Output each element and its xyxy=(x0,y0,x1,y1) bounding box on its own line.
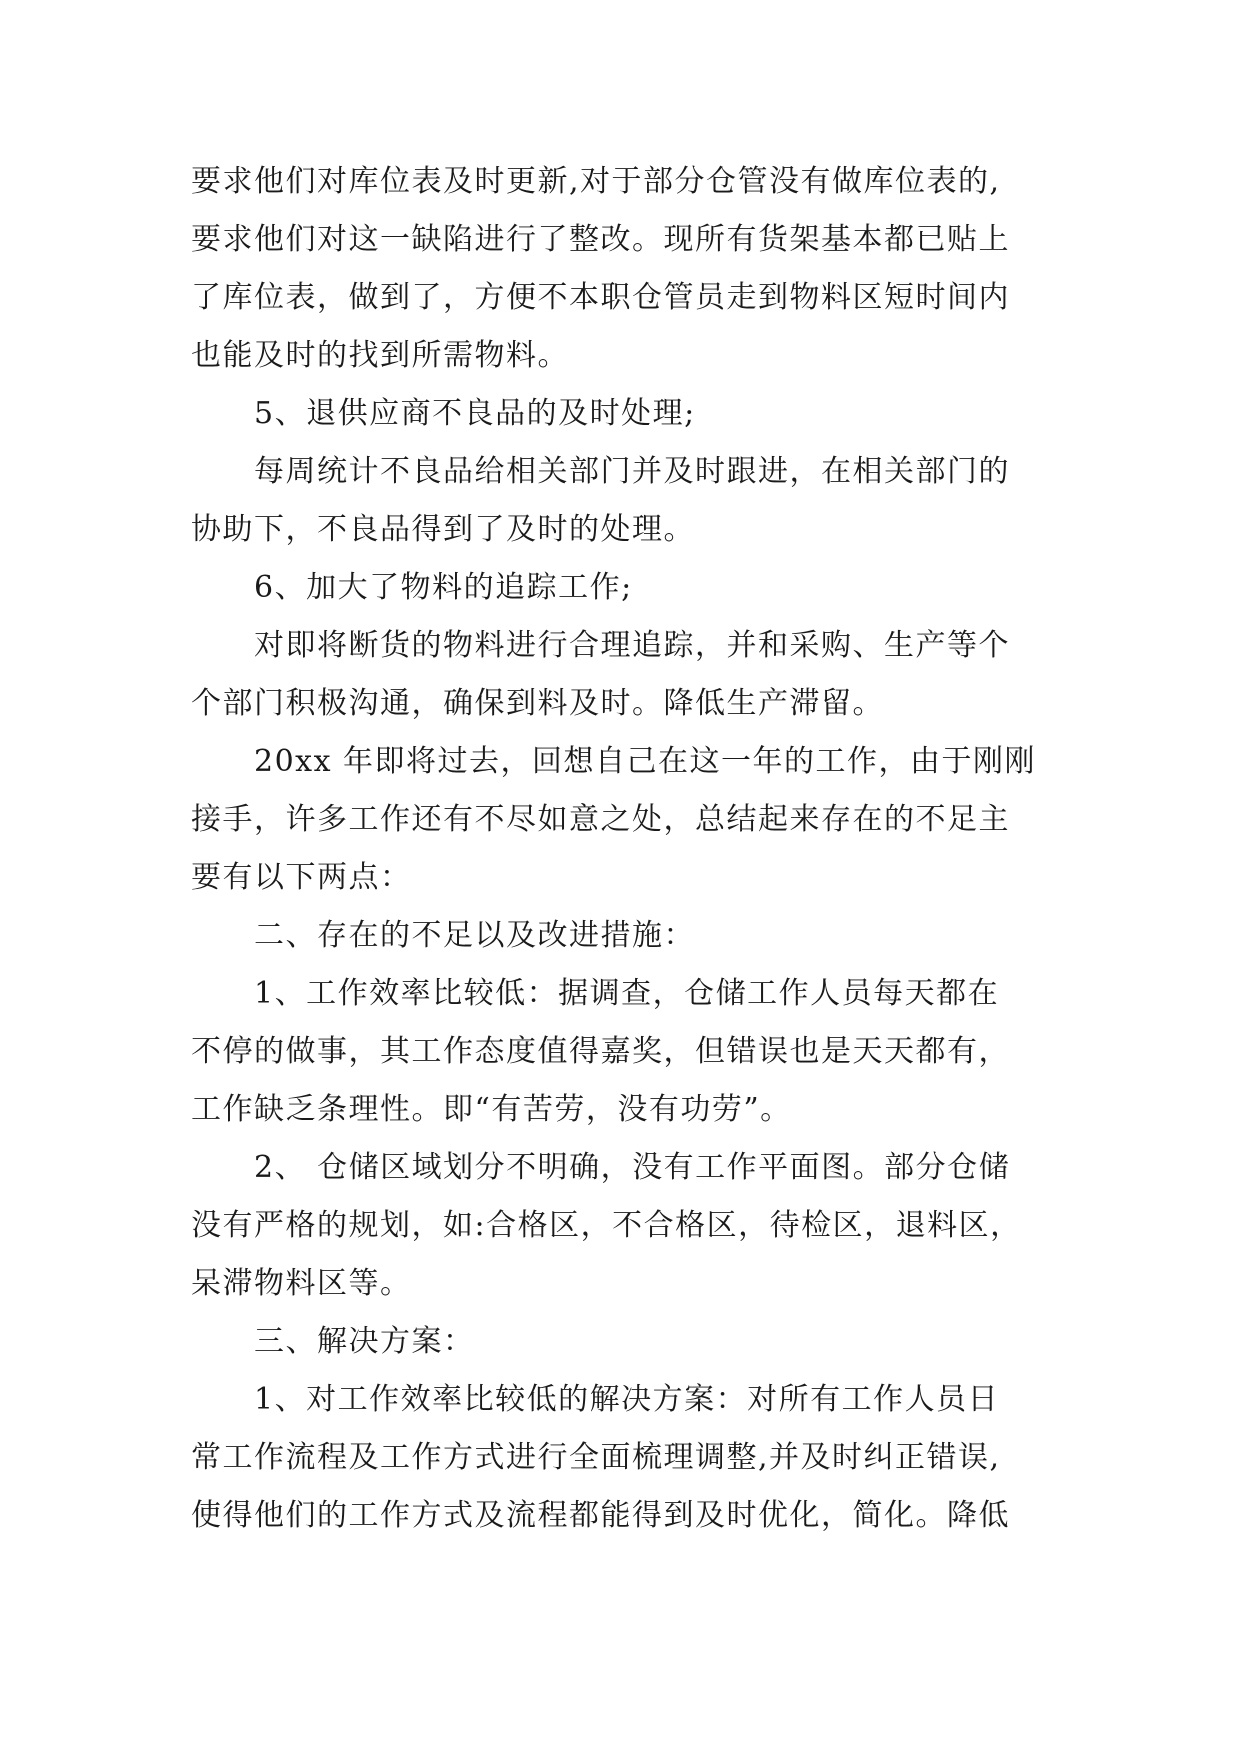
text-line: 工作缺乏条理性。即“有苦劳，没有功劳”。 xyxy=(191,1092,792,1127)
text-line: 要求他们对库位表及时更新,对于部分仓管没有做库位表的, xyxy=(191,164,1001,199)
text-line: 呆滞物料区等。 xyxy=(191,1266,412,1301)
text-line: 没有严格的规划，如:合格区，不合格区，待检区，退料区， xyxy=(191,1208,1022,1243)
text-line: 1、对工作效率比较低的解决方案：对所有工作人员日 xyxy=(254,1382,1000,1417)
section-heading: 三、解决方案： xyxy=(254,1324,475,1359)
text-line: 了库位表，做到了，方便不本职仓管员走到物料区短时间内 xyxy=(191,280,1010,315)
text-line: 常工作流程及工作方式进行全面梳理调整,并及时纠正错误, xyxy=(191,1440,1001,1475)
text-line: 2、 仓储区域划分不明确，没有工作平面图。部分仓储 xyxy=(254,1150,1011,1185)
section-heading: 二、存在的不足以及改进措施： xyxy=(254,918,695,953)
text-line: 要求他们对这一缺陷进行了整改。现所有货架基本都已贴上 xyxy=(191,222,1010,257)
text-line: 使得他们的工作方式及流程都能得到及时优化，简化。降低 xyxy=(191,1498,1010,1533)
text-line: 对即将断货的物料进行合理追踪，并和采购、生产等个 xyxy=(254,628,1010,663)
text-line: 个部门积极沟通，确保到料及时。降低生产滞留。 xyxy=(191,686,884,721)
section-heading: 6、加大了物料的追踪工作; xyxy=(254,570,633,605)
text-line: 每周统计不良品给相关部门并及时跟进，在相关部门的 xyxy=(254,454,1010,489)
text-line: 协助下，不良品得到了及时的处理。 xyxy=(191,512,695,547)
text-line: 20xx 年即将过去，回想自己在这一年的工作，由于刚刚 xyxy=(254,744,1037,779)
text-line: 也能及时的找到所需物料。 xyxy=(191,338,569,373)
text-line: 接手，许多工作还有不尽如意之处，总结起来存在的不足主 xyxy=(191,802,1010,837)
section-heading: 5、退供应商不良品的及时处理; xyxy=(254,396,696,431)
text-line: 不停的做事，其工作态度值得嘉奖，但错误也是天天都有， xyxy=(191,1034,1010,1069)
text-line: 1、工作效率比较低：据调查，仓储工作人员每天都在 xyxy=(254,976,1000,1011)
text-line: 要有以下两点： xyxy=(191,860,412,895)
